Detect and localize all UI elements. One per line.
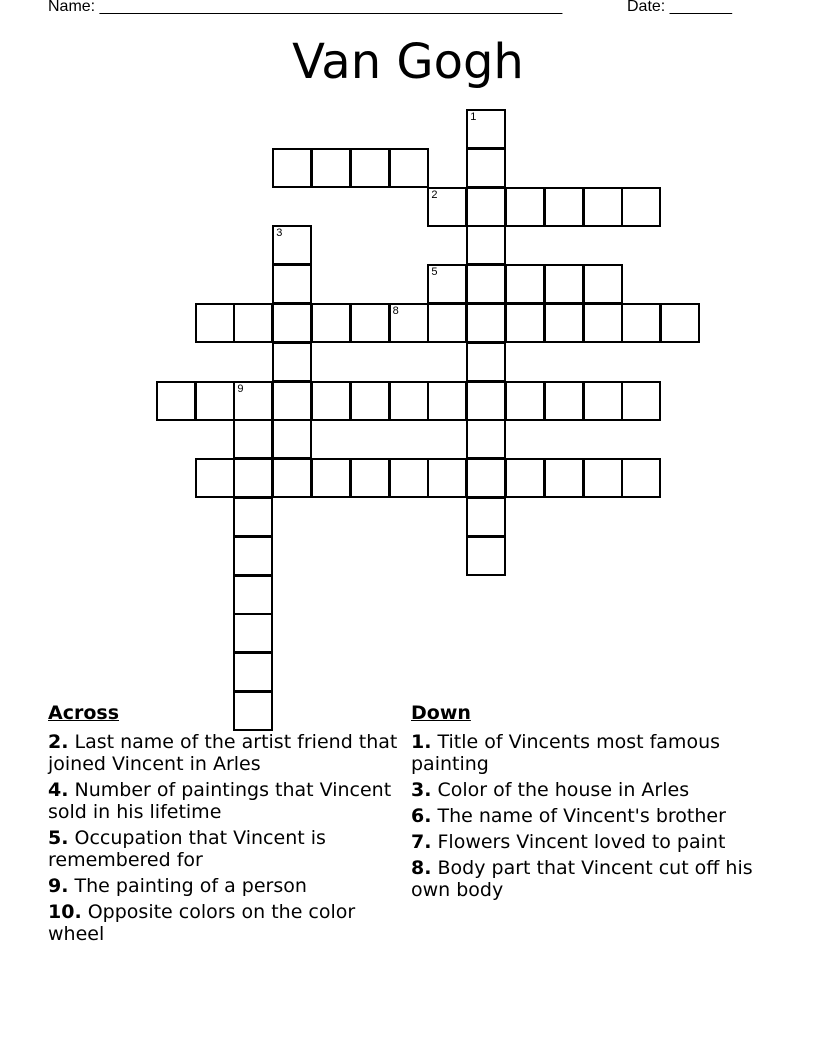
crossword-cell[interactable] <box>544 264 584 304</box>
cell-number: 3 <box>276 227 283 240</box>
cell-number: 9 <box>237 382 244 395</box>
crossword-cell[interactable] <box>583 303 623 343</box>
crossword-cell[interactable] <box>233 652 273 692</box>
crossword-cell[interactable] <box>583 458 623 498</box>
crossword-cell[interactable] <box>272 342 312 382</box>
clue-number: 10. <box>48 901 82 923</box>
crossword-cell[interactable] <box>466 187 506 227</box>
crossword-cell[interactable] <box>466 264 506 304</box>
crossword-cell[interactable] <box>427 458 467 498</box>
crossword-cell[interactable] <box>389 148 429 188</box>
clue-text: Number of paintings that Vincent sold in his lifetime <box>48 779 392 823</box>
crossword-cell[interactable] <box>389 303 429 343</box>
crossword-cell[interactable] <box>544 381 584 421</box>
crossword-cell[interactable] <box>505 303 545 343</box>
crossword-cell[interactable] <box>311 303 351 343</box>
crossword-cell[interactable] <box>621 187 661 227</box>
crossword-cell[interactable] <box>233 381 273 421</box>
crossword-cell[interactable] <box>311 381 351 421</box>
date-field-label: Date: _______ <box>627 0 732 15</box>
crossword-cell[interactable] <box>505 187 545 227</box>
crossword-cell[interactable] <box>466 148 506 188</box>
clue-text: Color of the house in Arles <box>437 779 690 801</box>
crossword-cell[interactable] <box>466 381 506 421</box>
crossword-cell[interactable] <box>272 225 312 265</box>
crossword-cell[interactable] <box>466 303 506 343</box>
name-field-label: Name: ____________________________________________________ <box>48 0 563 15</box>
clue-text: Title of Vincents most famous painting <box>411 731 721 775</box>
crossword-cell[interactable] <box>544 187 584 227</box>
crossword-cell[interactable] <box>621 458 661 498</box>
across-clue <box>48 901 408 945</box>
crossword-cell[interactable] <box>621 381 661 421</box>
clue-number: 6. <box>411 805 432 827</box>
crossword-cell[interactable] <box>389 458 429 498</box>
crossword-cell[interactable] <box>350 148 390 188</box>
clue-text: Opposite colors on the color wheel <box>48 901 356 945</box>
crossword-cell[interactable] <box>505 381 545 421</box>
crossword-cell[interactable] <box>272 303 312 343</box>
across-clue <box>48 875 408 897</box>
down-clue <box>411 831 771 853</box>
crossword-cell[interactable] <box>272 458 312 498</box>
cell-number: 5 <box>431 266 438 279</box>
crossword-cell[interactable] <box>272 148 312 188</box>
clue-number: 1. <box>411 731 432 753</box>
crossword-cell[interactable] <box>466 458 506 498</box>
crossword-cell[interactable] <box>466 342 506 382</box>
across-clue <box>48 731 408 775</box>
crossword-cell[interactable] <box>233 458 273 498</box>
crossword-cell[interactable] <box>505 264 545 304</box>
crossword-cell[interactable] <box>311 148 351 188</box>
crossword-cell[interactable] <box>466 419 506 459</box>
clue-text: Occupation that Vincent is remembered for <box>48 827 326 871</box>
down-clue <box>411 857 771 901</box>
crossword-cell[interactable] <box>272 264 312 304</box>
clue-text: The name of Vincent's brother <box>437 805 726 827</box>
cell-number: 8 <box>392 305 399 317</box>
crossword-cell[interactable] <box>621 303 661 343</box>
crossword-cell[interactable] <box>544 303 584 343</box>
clue-number: 4. <box>48 779 69 801</box>
clue-number: 5. <box>48 827 69 849</box>
cell-number: 2 <box>431 188 438 201</box>
crossword-cell[interactable] <box>233 419 273 459</box>
crossword-cell[interactable] <box>350 381 390 421</box>
crossword-cell[interactable] <box>195 303 235 343</box>
crossword-cell[interactable] <box>195 458 235 498</box>
clue-number: 7. <box>411 831 432 853</box>
crossword-cell[interactable] <box>233 497 273 537</box>
crossword-cell[interactable] <box>233 575 273 615</box>
crossword-cell[interactable] <box>427 187 467 227</box>
crossword-cell[interactable] <box>311 458 351 498</box>
down-clue <box>411 805 771 827</box>
crossword-cell[interactable] <box>544 458 584 498</box>
clue-text: Last name of the artist friend that joined Vincent in Arles <box>48 731 398 775</box>
crossword-cell[interactable] <box>505 458 545 498</box>
across-clue <box>48 827 408 871</box>
cell-number: 1 <box>470 111 477 123</box>
crossword-cell[interactable] <box>660 303 700 343</box>
down-clue <box>411 731 771 775</box>
crossword-cell[interactable] <box>466 225 506 265</box>
crossword-cell[interactable] <box>233 613 273 653</box>
clue-number: 2. <box>48 731 69 753</box>
crossword-cell[interactable] <box>272 419 312 459</box>
crossword-cell[interactable] <box>583 264 623 304</box>
crossword-cell[interactable] <box>195 381 235 421</box>
clue-text: Body part that Vincent cut off his own body <box>411 857 753 901</box>
page-title: Van Gogh <box>292 34 524 90</box>
crossword-cell[interactable] <box>389 381 429 421</box>
clue-text: Flowers Vincent loved to paint <box>437 831 726 853</box>
clue-number: 8. <box>411 857 432 879</box>
crossword-cell[interactable] <box>233 303 273 343</box>
crossword-cell[interactable] <box>466 536 506 576</box>
across-heading: Across <box>48 702 120 724</box>
crossword-cell[interactable] <box>156 381 196 421</box>
across-clue <box>48 779 408 823</box>
crossword-cell[interactable] <box>466 497 506 537</box>
clue-number: 3. <box>411 779 432 801</box>
down-heading: Down <box>411 702 471 724</box>
crossword-cell[interactable] <box>427 381 467 421</box>
across-clues <box>48 702 408 949</box>
crossword-cell[interactable] <box>583 187 623 227</box>
clue-text: The painting of a person <box>74 875 307 897</box>
crossword-cell[interactable] <box>350 303 390 343</box>
crossword-cell[interactable] <box>233 536 273 576</box>
crossword-cell[interactable] <box>583 381 623 421</box>
crossword-cell[interactable] <box>272 381 312 421</box>
down-clues <box>411 702 771 905</box>
down-clue <box>411 779 771 801</box>
clue-number: 9. <box>48 875 69 897</box>
crossword-cell[interactable] <box>466 109 506 149</box>
crossword-cell[interactable] <box>427 303 467 343</box>
crossword-cell[interactable] <box>427 264 467 304</box>
crossword-cell[interactable] <box>350 458 390 498</box>
